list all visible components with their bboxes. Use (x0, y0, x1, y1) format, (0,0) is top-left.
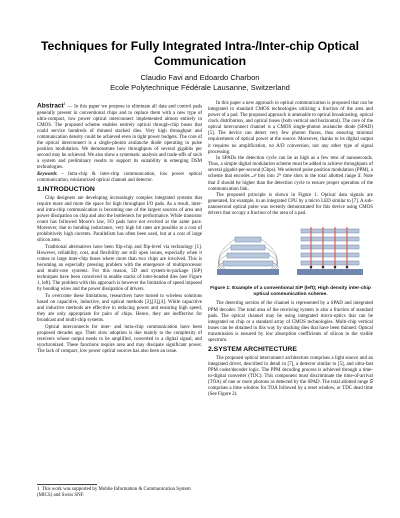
footnote-rule (37, 484, 97, 485)
left-column (37, 101, 202, 356)
section-heading-introduction: 1.INTRODUCTION (37, 186, 95, 194)
figure-1-illustration (211, 219, 371, 285)
system-paragraph: The proposed optical interconnect architecture comprises a light source and an integrated driver, described in detail in [7], a detector similar to [5], and ultra-fast PPM coder/decoder logic. The PPM decoding process is achieved through a time-to-digital converter (TDC). This component must discriminate the time-of-arrival (TOA) of one or more photons as detected by the SPAD. The total allotted range 𝑆 comprises a time window for TOA followed by a reset window, or TDC dead time (See Figure 2). (208, 355, 373, 397)
thinned-die (301, 261, 359, 265)
figure-1 (211, 219, 371, 285)
abstract-text: — In this paper we propose to eliminate all data and control pads generally present in conventional chips and to replace them with a new type of ultra-compact, low power optical interconnect implemented almost entirely in CMOS. The proposed scheme enables entirely optical through-chip buses that could service hundreds of thinned stacked dies. Very high throughput and communication density could be achieved even in tight power budgets. The core of the optical interconnect is a single-photon avalanche diode operating in pulse position modulation. We demonstrate how throughputs of several gigabits per second may be achieved. We also show a systematic analysis and trade-offs of such a system and preliminary results to support its suitability in emerging DSM technologies. (37, 104, 202, 171)
keywords-text: – Intra-chip & inter-chip communication, low power optical communication, miniaturized optical channel and detector. (37, 172, 202, 184)
body-paragraph: The proposed principle is shown in Figure 1. Optical data signals are generated, for example, in an integrated CPU by a micro LED similar to [7]. A sub-nanosecond optical pulse was recently demonstrated for this device using CMOS drivers that occupy a fraction of the area of a pad. (208, 193, 373, 217)
die (231, 245, 265, 250)
abstract-heading: Abstract (37, 102, 64, 110)
footnote-marker: 1 (37, 487, 42, 492)
led-source (333, 266, 336, 269)
authors: Claudio Favi and Edoardo Charbon (140, 73, 260, 82)
author-block (22, 73, 378, 93)
substrate (217, 269, 279, 275)
body-paragraph: In SPADs the detection cycle can be as high as a few tens of nanoseconds. Thus, a simple digital modulation scheme must be added to achieve throughputs of several gigabit-per-second (Gbps). We selected pulse position modulation (PPM), a scheme that encodes 𝒩 bits into 2ᴺ time slots in the total allotted range 𝑆. Note that 𝑆 should be higher than the detection cycle to ensure proper operation of the communication link. (208, 156, 373, 192)
thinned-die (301, 245, 359, 249)
intro-paragraph: To overcome these limitations, researchers have turned to wireless solutions based on capacitive, inductive, and optical methods [2],[3],[4]. While capacitive and inductive methods are effective in reducing power and ensuring high speed, they are only appropriate for pairs of chips. Hence, they are ineffective for broadcast and multi-chip systems. (37, 293, 202, 324)
body-paragraph: In this paper a new approach to optical communication is proposed that can be integrated in standard CMOS technologies utilizing a fraction of the area and power of a pad. The proposed approach is amenable to optical broadcasting, optical clock distribution, and optical buses (both vertical and horizontal). The core of the optical interconnect channel is a CMOS single-photon avalanche diode (SPAD) [5]. The device can detect very few photon fluxes, thus ensuring minimal requirements of optical power at the source. Moreover, thanks to its digital output it requires no amplification, no A/D conversion, nor any other type of signal processing. (208, 101, 373, 155)
optical-stack (297, 227, 363, 275)
affiliation: Ecole Polytechnique Fédérale Lausanne, Switzerland (110, 83, 290, 92)
keywords (37, 172, 202, 184)
die (235, 237, 261, 242)
thinned-die (301, 253, 359, 257)
die (227, 253, 269, 258)
led-source (309, 266, 312, 269)
paper-title: Techniques for Fully Integrated Intra-/Inter-chip Optical Communication (40, 39, 360, 68)
right-column (208, 101, 373, 399)
intro-paragraph: Traditional alternatives have been flip-chip and flip-level via technology [1]. However, reliability, cost, and flexibility are still open issues, especially when it comes to large inter-chip buses where more than two chips are involved. This is becoming an especially pressing problem with the emergence of multiprocessor and multi-core systems. For this reason, 3D and system-in-package (SiP) techniques have been conceived to enable stacks of inter-bonded dies (see Figure 1, left). The problem with this approach is however the limitation of speed imposed by bonding wires and the power dissipation of drivers. (37, 244, 202, 293)
intro-paragraph: Optical interconnects for inter- and intra-chip communication have been proposed decades ago. Their slow adoption is due mainly to the complexity of receivers whose output needs to be amplified, converted to a digital signal, and synchronized. These functions require area and may dissipate significant power. The lack of compact, low power optical sources has also been an issue. (37, 324, 202, 355)
footnote (37, 484, 202, 499)
section-heading-system-architecture: 2.SYSTEM ARCHITECTURE (208, 346, 297, 354)
footnote-text: This work was supported by Mobile Information & Communication System (MICS) and Swiss SNF. (37, 487, 191, 498)
thinned-die (301, 229, 359, 233)
led-source (321, 266, 324, 269)
thinned-die (301, 237, 359, 241)
die (223, 261, 273, 266)
substrate (297, 269, 363, 275)
sip-stack (217, 237, 279, 275)
led-source (345, 266, 348, 269)
intro-paragraph: Chip designers are developing increasingly complex integrated systems that require more and more die space for high throughput I/O pads. As a result, inter- and intra-chip communication is becoming one of the largest sources of area and power dissipation on chip and also the bottleneck for performance. While transistor count has followed Moore's law, I/O pads have not evolved at the same pace. Moreover, due to bonding inductance, very high bit rates are possible at a cost of prohibitively high currents. Parallelism has often been used, but at a cost of large silicon area. (37, 195, 202, 244)
figure-1-caption: Figure 1: Example of a conventional SiP (left); High density inter-chip optical communication scheme. (210, 286, 371, 298)
body-paragraph: The detecting section of the channel is represented by a SPAD and integrated PPM decoder. The total area of the receiving system is also a fraction of standard pads. The optical channel may be using integrated micro-optics that can be integrated on chip or a standard array of CMOS technologies. Multi-chip vertical buses can be obtained in this way by stacking dies that have been thinned. Optical transmission is ensured by low absorption coefficients of silicon in the visible spectrum. (208, 301, 373, 343)
abstract: Abstract$^1$ — In this paper we propose to eliminate all data and control pads generally present in conventional chips and to replace them with a new type of ultra-compact, low power optical interconnect implemented almost entirely in CMOS. The proposed scheme enables entirely optical through-chip buses that could service hundreds of thinned stacked dies. Very high throughput and communication density could be achieved even in tight power budgets. The core of the optical interconnect is a single-photon avalanche diode operating in pulse position modulation. We demonstrate how throughputs of several gigabits per second may be achieved. We also show a systematic analysis and trade-offs of such a system and preliminary results to support its suitability in emerging DSM technologies. (37, 101, 202, 171)
keywords-label: Keywords (37, 172, 57, 177)
